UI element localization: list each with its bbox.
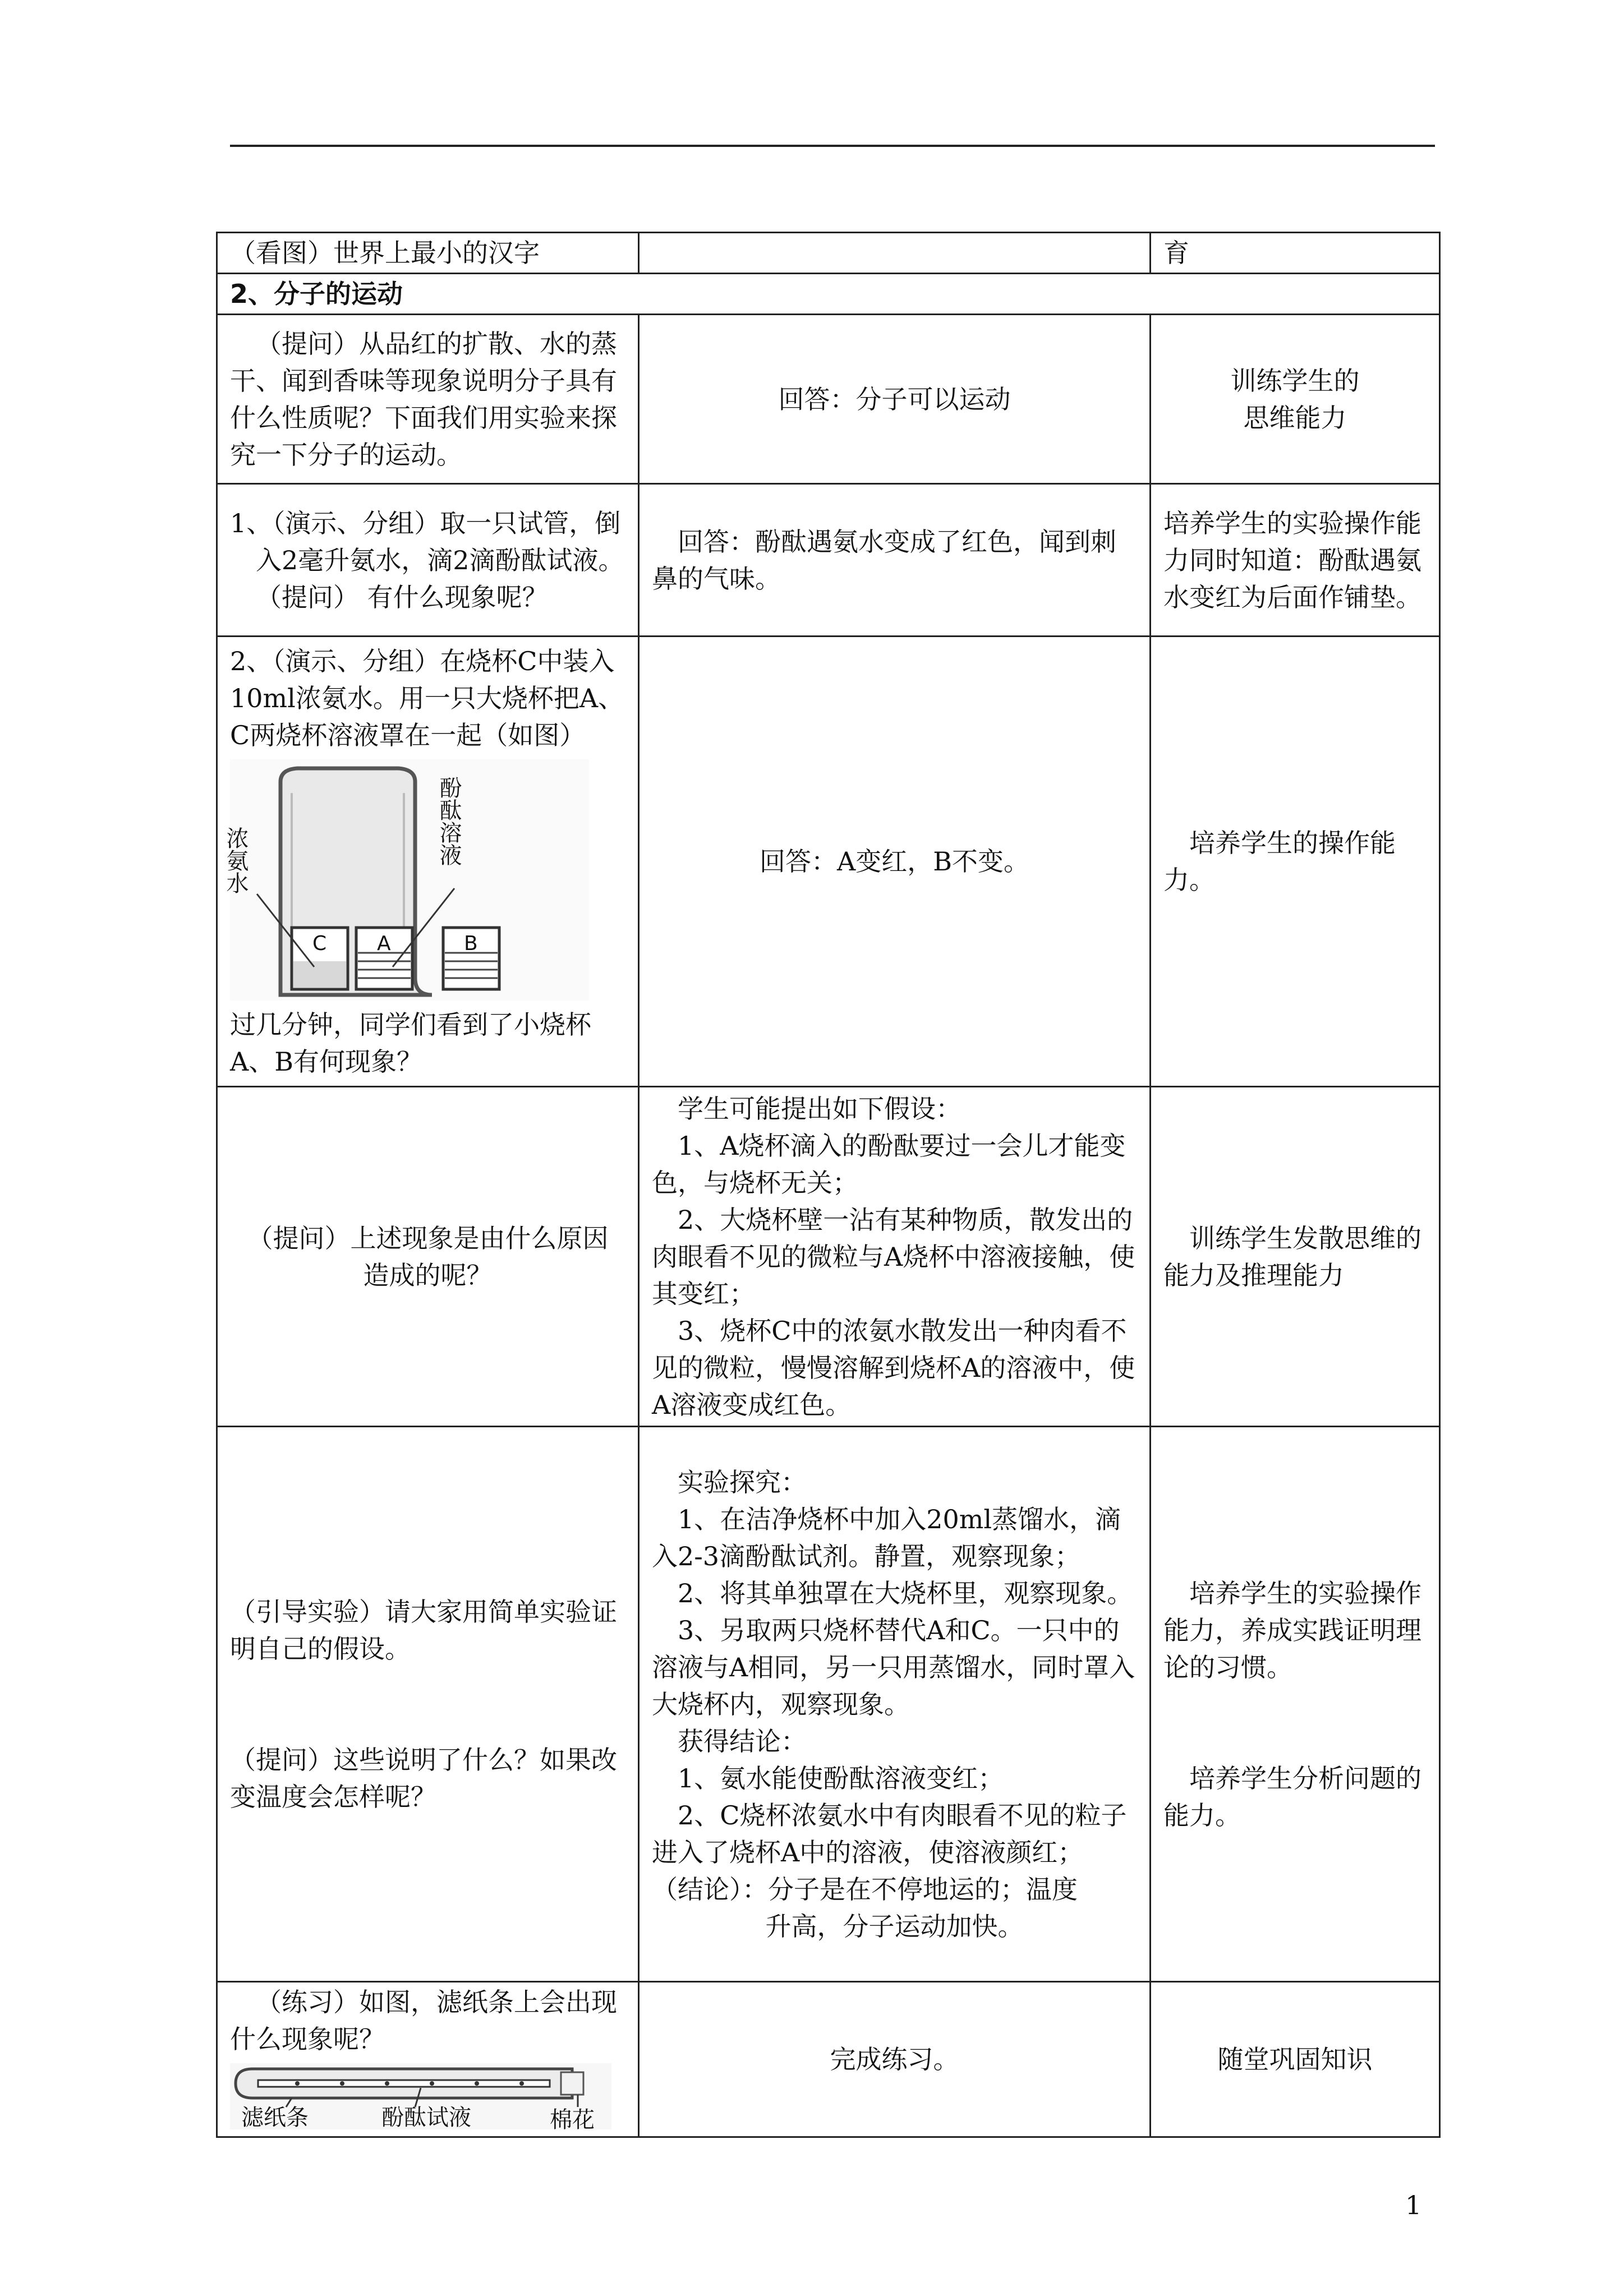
cell-exp2-response: [639, 637, 1151, 1087]
exp2-purpose: 培养学生的操作能力。: [1163, 828, 1396, 895]
filter-paper-figure: [230, 2063, 611, 2133]
table-row-section: [217, 274, 1440, 315]
question-answer: 回答：分子可以运动: [778, 384, 1011, 414]
hypothesis-item-3: 3、烧杯C中的浓氨水散发出一种肉看不见的微粒，慢慢溶解到烧杯A的溶液中，使A溶液变成红色。: [652, 1315, 1135, 1420]
table-row-explore: [217, 1427, 1440, 1982]
cell-hypothesis-activity: [217, 1087, 639, 1427]
cell-exp1-activity: [217, 484, 639, 637]
cell-practice-purpose: [1151, 1982, 1440, 2137]
cell-explore-activity: [217, 1427, 639, 1982]
final-conclusion-line1: （结论）：分子是在不停地运的；温度: [652, 1874, 1078, 1905]
explore-guide: （引导实验）请大家用简单实验证明自己的假设。: [230, 1596, 617, 1664]
page-number: 1: [1405, 2190, 1422, 2220]
cell-exp2-purpose: [1151, 637, 1440, 1087]
cell-hypothesis-response: [639, 1087, 1151, 1427]
cell-top-purpose: [1151, 233, 1440, 274]
exp1-line3: （提问） 有什么现象呢？: [256, 582, 548, 612]
cell-hypothesis-purpose: [1151, 1087, 1440, 1427]
filter-strip-label: 滤纸条: [241, 2105, 309, 2131]
table-row-hypothesis: [217, 1087, 1440, 1427]
cell-question-purpose: [1151, 315, 1440, 484]
question-text: （提问）从品红的扩散、水的蒸干、闻到香味等现象说明分子具有什么性质呢？下面我们用实验来探究一下分子的运动。: [230, 328, 617, 470]
hypothesis-purpose: 训练学生发散思维的能力及推理能力: [1163, 1223, 1421, 1290]
exp2-intro: 2、（演示、分组）在烧杯C中装入10ml浓氨水。用一只大烧杯把A、C两烧杯溶液罩在一起（如图）: [230, 646, 624, 750]
hypothesis-question-line2: 造成的呢？: [363, 1260, 493, 1290]
table-row-exp1: [217, 484, 1440, 637]
exp1-answer: 回答：酚酞遇氨水变成了红色，闻到刺鼻的气味。: [652, 526, 1116, 594]
ammonia-label: 浓氨水: [223, 827, 249, 894]
cotton-label: 棉花: [550, 2107, 595, 2133]
hypothesis-item-2: 2、大烧杯壁一沾有某种物质，散发出的肉眼看不见的微粒与A烧杯中溶液接触，使其变红；: [652, 1204, 1135, 1309]
cell-explore-response: [639, 1427, 1151, 1982]
conclusion-2: 2、C烧杯浓氨水中有肉眼看不见的粒子进入了烧杯A中的溶液，使溶液颜红；: [652, 1800, 1127, 1868]
exp1-purpose: 培养学生的实验操作能力同时知道：酚酞遇氨水变红为后面作铺垫。: [1163, 508, 1421, 612]
exp1-line2: 入2毫升氨水，滴2滴酚酞试液。: [256, 545, 624, 575]
cell-exp2-activity: [217, 637, 639, 1087]
cell-exp1-purpose: [1151, 484, 1440, 637]
header-rule: [230, 145, 1435, 147]
exp2-question: 过几分钟，同学们看到了小烧杯A、B有何现象？: [230, 1009, 591, 1077]
cell-explore-purpose: [1151, 1427, 1440, 1982]
exp1-line1: 1、（演示、分组）取一只试管，倒: [230, 508, 621, 538]
cell-top-activity: [217, 233, 639, 274]
conclusion-1: 1、氨水能使酚酞溶液变红；: [678, 1763, 1004, 1794]
lesson-table: [216, 232, 1441, 2138]
explore-title: 实验探究：: [678, 1467, 807, 1497]
hypothesis-question-line1: （提问）上述现象是由什么原因: [247, 1223, 609, 1253]
top-activity-text: （看图）世界上最小的汉字: [230, 238, 540, 268]
explore-step-2: 2、将其单独罩在大烧杯里，观察现象。: [678, 1578, 1133, 1608]
beaker-a-label: A: [377, 932, 391, 955]
cell-question-response: [639, 315, 1151, 484]
cell-practice-activity: [217, 1982, 639, 2137]
phenolphthalein-label: 酚酞溶液: [436, 776, 462, 866]
table-row-question: [217, 315, 1440, 484]
hypothesis-title: 学生可能提出如下假设：: [678, 1093, 961, 1124]
exp2-answer: 回答：A变红，B不变。: [759, 846, 1030, 877]
beaker-c-label: C: [312, 932, 327, 955]
top-purpose-text: 育: [1163, 238, 1189, 268]
table-row-practice: [217, 1982, 1440, 2137]
cell-question-activity: [217, 315, 639, 484]
reagent-label: 酚酞试液: [381, 2105, 471, 2131]
cell-exp1-response: [639, 484, 1151, 637]
practice-answer: 完成练习。: [830, 2044, 959, 2074]
cell-practice-response: [639, 1982, 1151, 2137]
table-row-exp2: [217, 637, 1440, 1087]
explore-step-1: 1、在洁净烧杯中加入20ml蒸馏水，滴入2-3滴酚酞试剂。静置，观察现象；: [652, 1504, 1121, 1571]
conclusion-title: 获得结论：: [678, 1726, 807, 1756]
explore-purpose-2: 培养学生分析问题的能力。: [1163, 1763, 1421, 1831]
beaker-b-label: B: [464, 932, 478, 955]
section-title: 2、分子的运动: [217, 274, 1440, 315]
practice-question: （练习）如图，滤纸条上会出现什么现象呢？: [230, 1987, 617, 2054]
question-purpose-line1: 训练学生的: [1230, 365, 1360, 396]
table-row-top: [217, 233, 1440, 274]
explore-step-3: 3、另取两只烧杯替代A和C。一只中的溶液与A相同，另一只用蒸馏水，同时罩入大烧杯内，观察现象。: [652, 1615, 1135, 1719]
practice-purpose: 随堂巩固知识: [1217, 2044, 1373, 2074]
hypothesis-item-1: 1、A烧杯滴入的酚酞要过一会儿才能变色，与烧杯无关；: [652, 1130, 1126, 1198]
explore-question: （提问）这些说明了什么？如果改变温度会怎样呢？: [230, 1744, 617, 1812]
question-purpose-line2: 思维能力: [1243, 402, 1347, 433]
beaker-experiment-figure: [223, 759, 589, 1001]
final-conclusion-line2: 升高，分子运动加快。: [765, 1911, 1024, 1942]
explore-purpose-1: 培养学生的实验操作能力，养成实践证明理论的习惯。: [1163, 1578, 1421, 1682]
cell-top-response: [639, 233, 1151, 274]
